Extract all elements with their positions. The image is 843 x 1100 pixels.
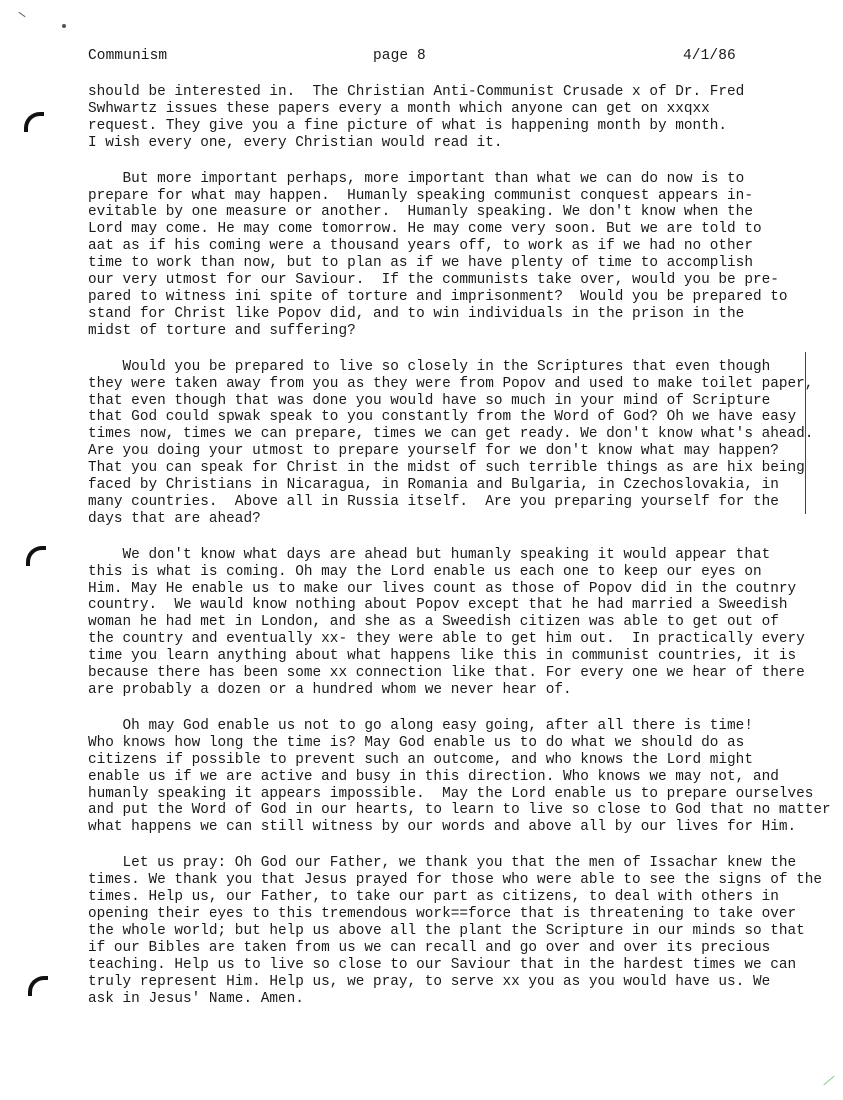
text-line: truly represent Him. Help us, we pray, to serve xx you as you would have us. We xyxy=(88,973,771,990)
text-line: Let us pray: Oh God our Father, we thank you that the men of Issachar knew the xyxy=(88,855,797,872)
text-line: But more important perhaps, more important than what we can do now is to xyxy=(88,170,745,187)
text-line: Lord may come. He may come tomorrow. He may come very soon. But we are told to xyxy=(88,221,762,238)
text-line: if our Bibles are taken from us we can recall and go over and over its precious xyxy=(88,939,771,956)
paragraph xyxy=(88,547,808,699)
text-line: teaching. Help us to live so close to our Saviour that in the hardest times we can xyxy=(88,956,797,973)
text-line: midst of torture and suffering? xyxy=(88,322,356,339)
text-line: and put the Word of God in our hearts, to learn to live so close to God that no matter xyxy=(88,802,831,819)
text-line: evitable by one measure or another. Humanly speaking. We don't know when the xyxy=(88,204,753,221)
page-header xyxy=(88,48,843,68)
text-line: That you can speak for Christ in the midst of such terrible things as are hix being xyxy=(88,460,805,477)
text-line: I wish every one, every Christian would read it. xyxy=(88,134,503,151)
binding-hole-mark xyxy=(28,976,48,996)
body-text xyxy=(88,84,831,1026)
text-line: We don't know what days are ahead but humanly speaking it would appear that xyxy=(88,546,771,563)
text-line: time to work than now, but to plan as if we have plenty of time to accomplish xyxy=(88,255,753,272)
paragraph xyxy=(88,855,823,1007)
text-line: humanly speaking it appears impossible. May the Lord enable us to prepare ourselves xyxy=(88,785,814,802)
text-line: woman he had met in London, and she as a Sweedish citizen was able to get out of xyxy=(88,614,779,631)
text-line: citizens if possible to prevent such an outcome, and who knows the Lord might xyxy=(88,751,753,768)
scan-speck xyxy=(62,24,66,28)
paragraph xyxy=(88,717,831,836)
corner-pencil-mark xyxy=(823,1076,834,1086)
text-line: many countries. Above all in Russia itself. Are you preparing yourself for the xyxy=(88,493,779,510)
text-line: times now, times we can prepare, times we can get ready. We don't know what's ahead. xyxy=(88,426,814,443)
text-line: enable us if we are active and busy in this direction. Who knows we may not, and xyxy=(88,768,779,785)
text-line: that God could spwak speak to you constantly from the Word of God? Oh we have easy xyxy=(88,409,797,426)
text-line: country. We wauld know nothing about Popov except that he had married a Sweedish xyxy=(88,597,788,614)
text-line: Him. May He enable us to make our lives count as those of Popov did in the coutnry xyxy=(88,580,797,597)
paragraph xyxy=(88,358,814,528)
text-line: days that are ahead? xyxy=(88,510,261,527)
text-line: the country and eventually xx- they were able to get him out. In practically every xyxy=(88,631,805,648)
header-page-number: page 8 xyxy=(373,48,426,64)
paragraph xyxy=(88,84,808,152)
header-date: 4/1/86 xyxy=(683,48,736,64)
text-line: this is what is coming. Oh may the Lord enable us each one to keep our eyes on xyxy=(88,563,762,580)
text-line: time you learn anything about what happens like this in communist countries, it is xyxy=(88,648,797,665)
paragraph xyxy=(88,171,808,340)
text-line: because there has been some xx connection like that. For every one we hear of there xyxy=(88,665,805,682)
text-line: Who knows how long the time is? May God enable us to do what we should do as xyxy=(88,734,745,751)
text-line: request. They give you a fine picture of what is happening month by month. xyxy=(88,117,728,134)
text-line: Would you be prepared to live so closely in the Scriptures that even though xyxy=(88,358,771,375)
text-line: ask in Jesus' Name. Amen. xyxy=(88,990,304,1007)
text-line: are probably a dozen or a hundred whom we never hear of. xyxy=(88,682,572,698)
text-line: faced by Christians in Nicaragua, in Romania and Bulgaria, in Czechoslovakia, in xyxy=(88,477,779,494)
text-line: our very utmost for our Saviour. If the communists take over, would you be pre- xyxy=(88,272,779,289)
binding-hole-mark xyxy=(24,112,44,132)
text-line: they were taken away from you as they were from Popov and used to make toilet paper, xyxy=(88,375,814,392)
text-line: times. We thank you that Jesus prayed for those who were able to see the signs of the xyxy=(88,872,823,889)
text-line: pared to witness ini spite of torture and imprisonment? Would you be prepared to xyxy=(88,288,788,305)
text-line: opening their eyes to this tremendous work==force that is threatening to take over xyxy=(88,905,797,922)
text-line: the whole world; but help us above all the plant the Scripture in our minds so that xyxy=(88,922,805,939)
text-line: Are you doing your utmost to prepare yourself for we don't know what may happen? xyxy=(88,443,779,460)
text-line: should be interested in. The Christian Anti-Communist Crusade x of Dr. Fred xyxy=(88,84,745,100)
text-line: what happens we can still witness by our words and above all by our lives for Him. xyxy=(88,819,797,836)
text-line: aat as if his coming were a thousand years off, to work as if we had no other xyxy=(88,238,753,255)
text-line: stand for Christ like Popov did, and to win individuals in the prison in the xyxy=(88,305,745,322)
scan-mark xyxy=(18,12,25,17)
text-line: Oh may God enable us not to go along easy going, after all there is time! xyxy=(88,717,753,734)
text-line: that even though that was done you would have so much in your mind of Scripture xyxy=(88,392,771,409)
text-line: prepare for what may happen. Humanly speaking communist conquest appears in- xyxy=(88,187,753,204)
binding-hole-mark xyxy=(26,546,46,566)
text-line: times. Help us, our Father, to take our part as citizens, to deal with others in xyxy=(88,889,779,906)
header-title: Communism xyxy=(88,48,168,64)
text-line: Swhwartz issues these papers every a month which anyone can get on xxqxx xyxy=(88,100,710,117)
